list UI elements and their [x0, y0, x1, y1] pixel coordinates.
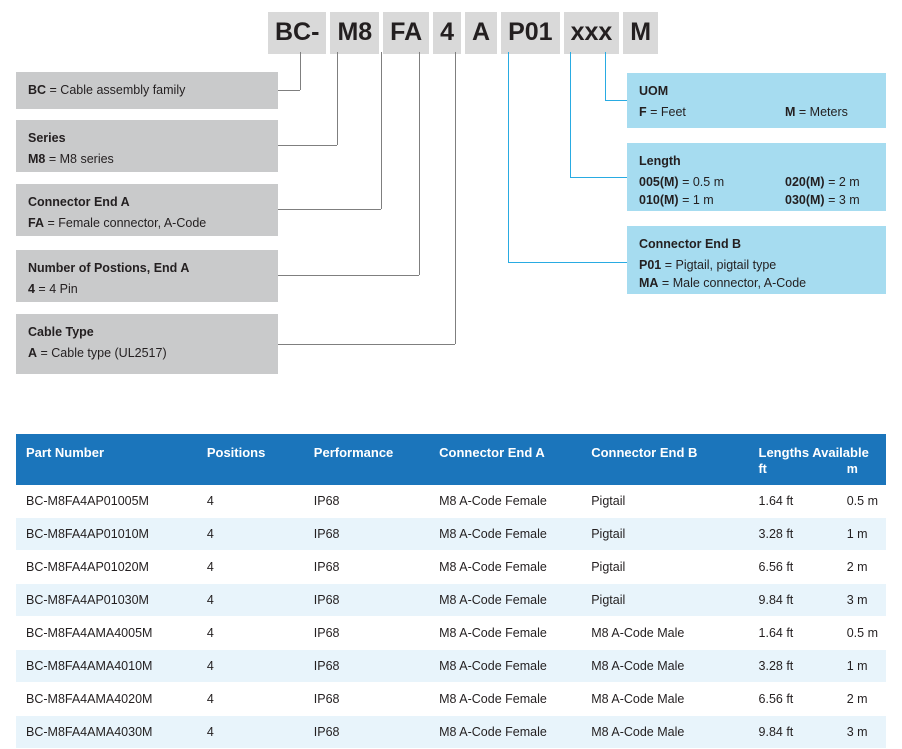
callout-series-title: Series	[28, 131, 66, 145]
cell-positions: 4	[197, 650, 304, 683]
cell-length-ft: 9.84 ft	[749, 716, 837, 749]
code-segment-length: xxx	[564, 12, 620, 54]
col-header-connector-end-b: Connector End B	[581, 434, 748, 485]
callout-length-030: 030(M) = 3 m	[785, 193, 860, 208]
cell-part-number: BC-M8FA4AP01010M	[16, 518, 197, 551]
cell-length-ft: 6.56 ft	[749, 551, 837, 584]
table-row	[16, 485, 886, 518]
cell-part-number: BC-M8FA4AMA4020M	[16, 683, 197, 716]
part-number-table	[16, 434, 886, 749]
cell-part-number: BC-M8FA4AP01030M	[16, 584, 197, 617]
cell-length-m: 2 m	[837, 551, 886, 584]
code-segment-positions: 4	[433, 12, 461, 54]
cell-performance: IP68	[304, 683, 429, 716]
cell-positions: 4	[197, 518, 304, 551]
table-row	[16, 584, 886, 617]
callout-length-010: 010(M) = 1 m	[639, 193, 714, 208]
col-header-connector-end-a: Connector End A	[429, 434, 581, 485]
callout-connector-a-title: Connector End A	[28, 195, 130, 209]
col-subheader-ft: ft	[749, 462, 837, 485]
cell-part-number: BC-M8FA4AMA4005M	[16, 617, 197, 650]
leader-line-uom-vertical	[605, 52, 606, 100]
cell-positions: 4	[197, 683, 304, 716]
callout-connector-b-line-1: P01 = Pigtail, pigtail type	[639, 258, 777, 273]
cell-connector-end-b: Pigtail	[581, 518, 748, 551]
callout-family-line-1: BC = Cable assembly family	[28, 83, 186, 97]
code-segment-connector-b: P01	[501, 12, 559, 54]
col-header-lengths-available: Lengths Available	[749, 434, 886, 462]
code-segment-cable-type: A	[465, 12, 497, 54]
cell-length-m: 2 m	[837, 683, 886, 716]
callout-connector-b	[627, 226, 886, 294]
cell-length-ft: 6.56 ft	[749, 683, 837, 716]
cell-length-ft: 1.64 ft	[749, 617, 837, 650]
leader-line-connector-b-vertical	[508, 52, 509, 262]
table-row	[16, 716, 886, 749]
cell-length-ft: 3.28 ft	[749, 650, 837, 683]
table-row	[16, 551, 886, 584]
col-header-performance: Performance	[304, 434, 429, 485]
callout-uom-feet: F = Feet	[639, 105, 686, 120]
cell-performance: IP68	[304, 716, 429, 749]
leader-line-positions-horizontal	[278, 275, 419, 276]
cell-length-m: 1 m	[837, 518, 886, 551]
part-number-table-wrapper	[16, 434, 886, 749]
cell-connector-end-a: M8 A-Code Female	[429, 650, 581, 683]
col-header-part-number: Part Number	[16, 434, 197, 485]
leader-line-series-horizontal	[278, 145, 337, 146]
cell-part-number: BC-M8FA4AMA4030M	[16, 716, 197, 749]
part-number-code-row	[268, 12, 658, 54]
cell-length-ft: 1.64 ft	[749, 485, 837, 518]
cell-connector-end-b: Pigtail	[581, 551, 748, 584]
callout-uom-meters: M = Meters	[785, 105, 848, 120]
cell-performance: IP68	[304, 650, 429, 683]
cell-performance: IP68	[304, 551, 429, 584]
cell-positions: 4	[197, 584, 304, 617]
callout-connector-a-line-1: FA = Female connector, A-Code	[28, 216, 207, 231]
cell-part-number: BC-M8FA4AP01020M	[16, 551, 197, 584]
cell-connector-end-b: M8 A-Code Male	[581, 683, 748, 716]
callout-series-line-1: M8 = M8 series	[28, 152, 114, 167]
cell-positions: 4	[197, 551, 304, 584]
cell-connector-end-a: M8 A-Code Female	[429, 584, 581, 617]
code-segment-series: M8	[330, 12, 379, 54]
cell-length-m: 3 m	[837, 584, 886, 617]
code-segment-connector-a: FA	[383, 12, 429, 54]
table-row	[16, 683, 886, 716]
leader-line-cable-type-vertical	[455, 52, 456, 344]
leader-line-length-horizontal	[570, 177, 627, 178]
cell-part-number: BC-M8FA4AP01005M	[16, 485, 197, 518]
callout-cable-type-title: Cable Type	[28, 325, 94, 339]
cell-connector-end-a: M8 A-Code Female	[429, 551, 581, 584]
cell-connector-end-a: M8 A-Code Female	[429, 518, 581, 551]
cell-connector-end-b: M8 A-Code Male	[581, 650, 748, 683]
cell-connector-end-b: M8 A-Code Male	[581, 716, 748, 749]
table-row	[16, 617, 886, 650]
cell-length-m: 0.5 m	[837, 617, 886, 650]
col-subheader-m: m	[837, 462, 886, 485]
cell-performance: IP68	[304, 584, 429, 617]
callout-positions	[16, 250, 278, 302]
leader-line-family-horizontal	[278, 90, 300, 91]
leader-line-family-vertical	[300, 52, 301, 90]
callout-cable-type-line-1: A = Cable type (UL2517)	[28, 346, 167, 361]
callout-connector-b-title: Connector End B	[639, 237, 742, 251]
leader-line-length-vertical	[570, 52, 571, 177]
cell-connector-end-b: Pigtail	[581, 485, 748, 518]
leader-line-connector-a-vertical	[381, 52, 382, 209]
cell-positions: 4	[197, 485, 304, 518]
cell-positions: 4	[197, 716, 304, 749]
cell-length-m: 0.5 m	[837, 485, 886, 518]
cell-length-m: 1 m	[837, 650, 886, 683]
cell-performance: IP68	[304, 485, 429, 518]
callout-length-020: 020(M) = 2 m	[785, 175, 860, 190]
leader-line-uom-horizontal	[605, 100, 627, 101]
table-header-row	[16, 434, 886, 462]
leader-line-connector-a-horizontal	[278, 209, 381, 210]
leader-line-positions-vertical	[419, 52, 420, 275]
leader-line-series-vertical	[337, 52, 338, 145]
callout-length-005: 005(M) = 0.5 m	[639, 175, 725, 190]
cell-connector-end-b: M8 A-Code Male	[581, 617, 748, 650]
cell-connector-end-a: M8 A-Code Female	[429, 485, 581, 518]
table-row	[16, 650, 886, 683]
cell-connector-end-a: M8 A-Code Female	[429, 716, 581, 749]
callout-positions-line-1: 4 = 4 Pin	[28, 282, 78, 297]
callout-positions-title: Number of Postions, End A	[28, 261, 190, 275]
callout-series	[16, 120, 278, 172]
callout-connector-b-line-2: MA = Male connector, A-Code	[639, 276, 807, 291]
col-header-positions: Positions	[197, 434, 304, 485]
cell-connector-end-a: M8 A-Code Female	[429, 617, 581, 650]
cell-length-ft: 9.84 ft	[749, 584, 837, 617]
cell-connector-end-a: M8 A-Code Female	[429, 683, 581, 716]
leader-line-cable-type-horizontal	[278, 344, 455, 345]
callout-cable-type	[16, 314, 278, 374]
cell-performance: IP68	[304, 617, 429, 650]
callout-uom	[627, 73, 886, 128]
callout-length-title: Length	[639, 154, 681, 168]
table-head	[16, 434, 886, 485]
leader-line-connector-b-horizontal	[508, 262, 627, 263]
callout-uom-title: UOM	[639, 84, 669, 98]
table-row	[16, 518, 886, 551]
code-segment-family: BC-	[268, 12, 326, 54]
callout-length	[627, 143, 886, 211]
cell-length-ft: 3.28 ft	[749, 518, 837, 551]
callout-family	[16, 72, 278, 109]
cell-positions: 4	[197, 617, 304, 650]
cell-performance: IP68	[304, 518, 429, 551]
cell-part-number: BC-M8FA4AMA4010M	[16, 650, 197, 683]
cell-length-m: 3 m	[837, 716, 886, 749]
cell-connector-end-b: Pigtail	[581, 584, 748, 617]
code-segment-uom: M	[623, 12, 658, 54]
callout-connector-a	[16, 184, 278, 236]
table-body	[16, 485, 886, 749]
